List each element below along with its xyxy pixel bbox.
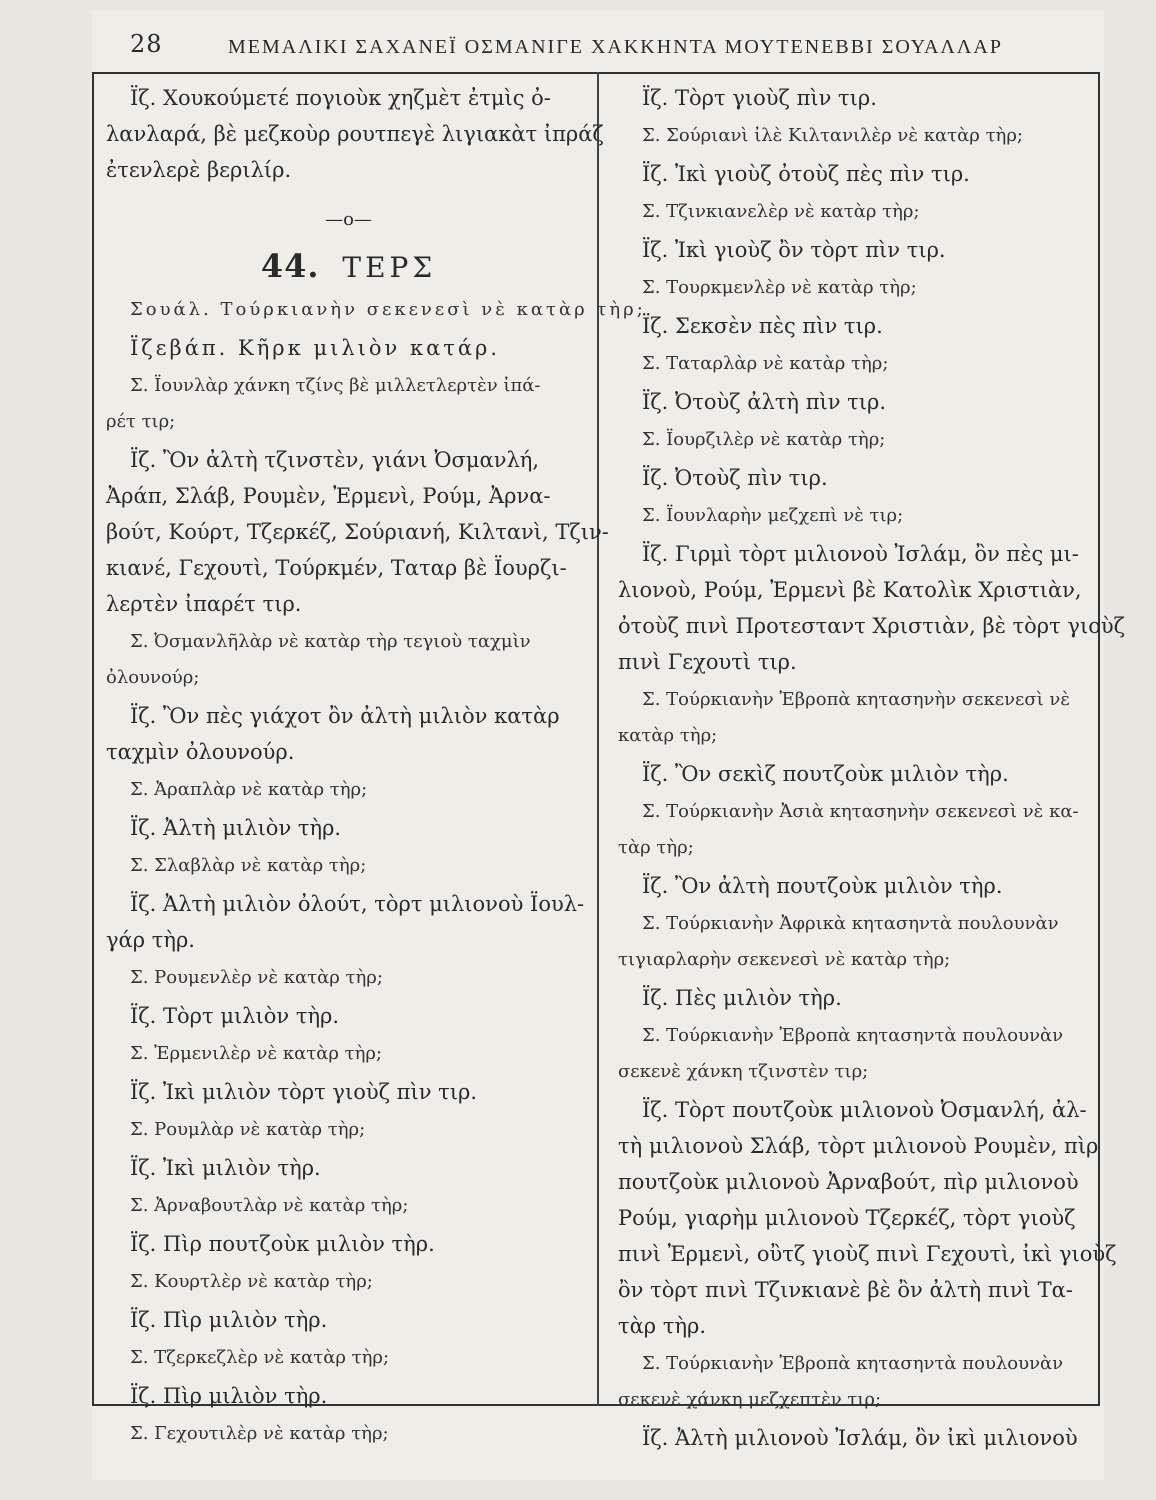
answer-line: Ϊζ. Ὂν ἀλτὴ πουτζοὺκ μιλιὸν τὴρ. (642, 874, 1003, 898)
question-line: Σ. Τούρκιανὴν Ἀσιὰ κητασηνὴν σεκενεσὶ νὲ κα- (642, 801, 1079, 822)
question-line: Σ. Ὀσμανλῆλὰρ νὲ κατὰρ τὴρ τεγιοὺ ταχμὶν (130, 631, 531, 652)
answer-line: κιανέ, Γεχουτὶ, Τούρκμέν, Ταταρ βὲ Ϊουρζι- (106, 556, 567, 580)
answer-line: τὰρ τὴρ. (618, 1314, 707, 1338)
question-line: Σ. Ϊουρζιλὲρ νὲ κατὰρ τὴρ; (642, 429, 886, 450)
question-line: Σ. Σούριανὶ ἰλὲ Κιλτανιλὲρ νὲ κατὰρ τὴρ; (642, 125, 1023, 146)
answer-line: ὀτοὺζ πινὶ Προτεσταντ Χριστιὰν, βὲ τὸρτ γιοὺζ (618, 614, 1126, 638)
answer-line: Ϊζ. Ὂν ἀλτὴ τζινστὲν, γιάνι Ὀσμανλή, (130, 448, 540, 472)
text-line: ἐτενλερὲ βεριλίρ. (106, 158, 292, 182)
answer-line: ὂν τὸρτ πινὶ Τζινκιανὲ βὲ ὂν ἀλτὴ πινὶ Τα- (618, 1278, 1073, 1302)
answer-line: γάρ τὴρ. (106, 928, 195, 952)
answer-line: Ϊζ. Ἰκὶ μιλιὸν τὴρ. (130, 1156, 321, 1180)
column-divider (597, 72, 599, 1406)
left-column (106, 80, 646, 1452)
question-line: Σ. Τζερκεζλὲρ νὲ κατὰρ τὴρ; (130, 1347, 390, 1368)
answer-line: Ϊζ. Ὂν σεκὶζ πουτζοὺκ μιλιὸν τὴρ. (642, 762, 1009, 786)
question-line: Σ. Κουρτλὲρ νὲ κατὰρ τὴρ; (130, 1271, 373, 1292)
answer-line: Ϊζ. Σεκσὲν πὲς πὶν τιρ. (642, 314, 883, 338)
answer-line: Ϊζ. Τὸρτ μιλιὸν τὴρ. (130, 1004, 340, 1028)
question-line: σεκενὲ χάνκη μεζχεπτὲν τιρ; (618, 1389, 882, 1410)
question-line: Σ. Ἐρμενιλὲρ νὲ κατὰρ τὴρ; (130, 1043, 383, 1064)
answer-line: πουτζοὺκ μιλιονοὺ Ἀρναβούτ, πὶρ μιλιονοὺ (618, 1170, 1079, 1194)
answer-line: Ϊζ. Πὶρ μιλιὸν τὴρ. (130, 1384, 328, 1408)
answer-line: πινὶ Ἐρμενὶ, οὒτζ γιοὺζ πινὶ Γεχουτὶ, ἰκὶ γιοὺζ (618, 1242, 1117, 1266)
left-dialogue (106, 292, 646, 1452)
answer-line: ταχμὶν ὀλουνούρ. (106, 740, 295, 764)
question-line: Σ. Γεχουτιλὲρ νὲ κατὰρ τὴρ; (130, 1423, 389, 1444)
question-line: Σ. Ταταρλὰρ νὲ κατὰρ τὴρ; (642, 353, 889, 374)
answer-line: Ϊζ. Ὂν πὲς γιάχοτ ὂν ἀλτὴ μιλιὸν κατὰρ (130, 704, 560, 728)
answer-line: βούτ, Κούρτ, Τζερκέζ, Σούριανή, Κιλτανὶ, Τζιν- (106, 520, 609, 544)
answer-line: Ϊζ. Ὀτοὺζ ἀλτὴ πὶν τιρ. (642, 390, 887, 414)
answer-line: τὴ μιλιονοὺ Σλάβ, τὸρτ μιλιονοὺ Ρουμὲν, πὶρ (618, 1134, 1099, 1158)
question-line: κατὰρ τὴρ; (618, 725, 718, 746)
question-line: ὀλουνούρ; (106, 667, 200, 688)
question-line: Σ. Ἀρναβουτλὰρ νὲ κατὰρ τὴρ; (130, 1195, 409, 1216)
question-line: Σ. Ρουμλὰρ νὲ κατὰρ τὴρ; (130, 1119, 366, 1140)
answer-line: Ἀράπ, Σλάβ, Ρουμὲν, Ἐρμενὶ, Ρούμ, Ἀρνα- (106, 484, 551, 508)
answer-line: Ϊζ. Ἰκὶ μιλιὸν τὸρτ γιοὺζ πὶν τιρ. (130, 1080, 478, 1104)
ornament: —o— (325, 209, 372, 230)
answer-line: λερτὲν ἰπαρέτ τιρ. (106, 592, 302, 616)
page-header (92, 24, 1100, 68)
right-dialogue (618, 80, 1126, 1456)
section-heading (106, 248, 591, 286)
answer-line: Ϊζ. Τὸρτ γιοὺζ πὶν τιρ. (642, 86, 877, 110)
text-line: Ϊζ. Χουκούμετέ πογιοὺκ χηζμὲτ ἐτμὶς ὀ- (130, 86, 551, 110)
intro-paragraph (106, 80, 604, 188)
answer-line: Ϊζεβάπ. Κῆρκ μιλιὸν κατάρ. (130, 336, 501, 360)
section-title: ΤΕΡΣ (342, 251, 437, 284)
answer-line: πινὶ Γεχουτὶ τιρ. (618, 650, 797, 674)
answer-line: Ϊζ. Ἀλτὴ μιλιὸν τὴρ. (130, 816, 342, 840)
question-line: Σ. Τούρκιανὴν Ἐβροπὰ κητασηντὰ πουλουνὰν (642, 1353, 1064, 1374)
question-line: τὰρ τὴρ; (618, 837, 694, 858)
question-line: τιγιαρλαρὴν σεκενεσὶ νὲ κατὰρ τὴρ; (618, 949, 951, 970)
answer-line: λιονοὺ, Ρούμ, Ἐρμενὶ βὲ Κατολὶκ Χριστιὰν, (618, 578, 1082, 602)
book-page (92, 10, 1126, 1480)
question-line: σεκενὲ χάνκη τζινστὲν τιρ; (618, 1061, 869, 1082)
page-number: 28 (130, 30, 163, 58)
answer-line: Ϊζ. Πὶρ μιλιὸν τὴρ. (130, 1308, 328, 1332)
right-column (618, 80, 1126, 1456)
answer-line: Ϊζ. Πὶρ πουτζοὺκ μιλιὸν τὴρ. (130, 1232, 435, 1256)
question-line: Σ. Ϊουνλὰρ χάνκη τζίνς βὲ μιλλετλερτὲν ἰπά- (130, 375, 541, 396)
answer-line: Ϊζ. Τὸρτ πουτζοὺκ μιλιονοὺ Ὀσμανλή, ἀλ- (642, 1098, 1087, 1122)
question-line: ρέτ τιρ; (106, 411, 176, 432)
text-line: λανλαρά, βὲ μεζκοὺρ ρουτπεγὲ λιγιακὰτ ἰπράζ (106, 122, 604, 146)
question-line: Σ. Τζινκιανελὲρ νὲ κατὰρ τὴρ; (642, 201, 920, 222)
answer-line: Ϊζ. Ἀλτὴ μιλιονοὺ Ἰσλάμ, ὂν ἰκὶ μιλιονοὺ (642, 1426, 1078, 1450)
question-line: Σ. Σλαβλὰρ νὲ κατὰρ τὴρ; (130, 855, 367, 876)
answer-line: Ρούμ, γιαρὴμ μιλιονοὺ Τζερκέζ, τὸρτ γιοὺζ (618, 1206, 1076, 1230)
answer-line: Ϊζ. Ἰκὶ γιοὺζ ὀτοὺζ πὲς πὶν τιρ. (642, 162, 970, 186)
question-line: Σ. Τούρκιανὴν Ἐβροπὰ κητασηνὴν σεκενεσὶ νὲ (642, 689, 1071, 710)
answer-line: Ϊζ. Ἰκὶ γιοὺζ ὂν τὸρτ πὶν τιρ. (642, 238, 946, 262)
answer-line: Ϊζ. Γιρμὶ τὸρτ μιλιονοὺ Ἰσλάμ, ὂν πὲς μι- (642, 542, 1079, 566)
answer-line: Ϊζ. Πὲς μιλιὸν τὴρ. (642, 986, 842, 1010)
question-line: Σ. Ρουμενλὲρ νὲ κατὰρ τὴρ; (130, 967, 383, 988)
question-line: Σ. Τούρκιανὴν Ἐβροπὰ κητασηντὰ πουλουνὰν (642, 1025, 1064, 1046)
question-line: Σ. Τούρκιανὴν Ἀφρικὰ κητασηντὰ πουλουνὰν (642, 913, 1059, 934)
answer-line: Ϊζ. Ὀτοὺζ πὶν τιρ. (642, 466, 828, 490)
question-line: Σ. Ἀραπλὰρ νὲ κατὰρ τὴρ; (130, 779, 368, 800)
running-title: ΜΕΜΑΛΙΚΙ ΣΑΧΑΝΕΪ ΟΣΜΑΝΙΓΕ ΧΑΚΚΗΝΤΑ ΜΟΥΤΕΝΕΒΒΙ ΣΟΥΑΛΛΑΡ (228, 36, 1003, 58)
question-line: Σ. Τουρκμενλὲρ νὲ κατὰρ τὴρ; (642, 277, 917, 298)
answer-line: Ϊζ. Ἀλτὴ μιλιὸν ὀλούτ, τὸρτ μιλιονοὺ Ϊουλ- (130, 892, 585, 916)
section-number: 44. (260, 247, 320, 285)
question-line: Σ. Ϊουνλαρὴν μεζχεπὶ νὲ τιρ; (642, 505, 904, 526)
question-line: Σουάλ. Τούρκιανὴν σεκενεσὶ νὲ κατὰρ τὴρ; (130, 299, 646, 320)
